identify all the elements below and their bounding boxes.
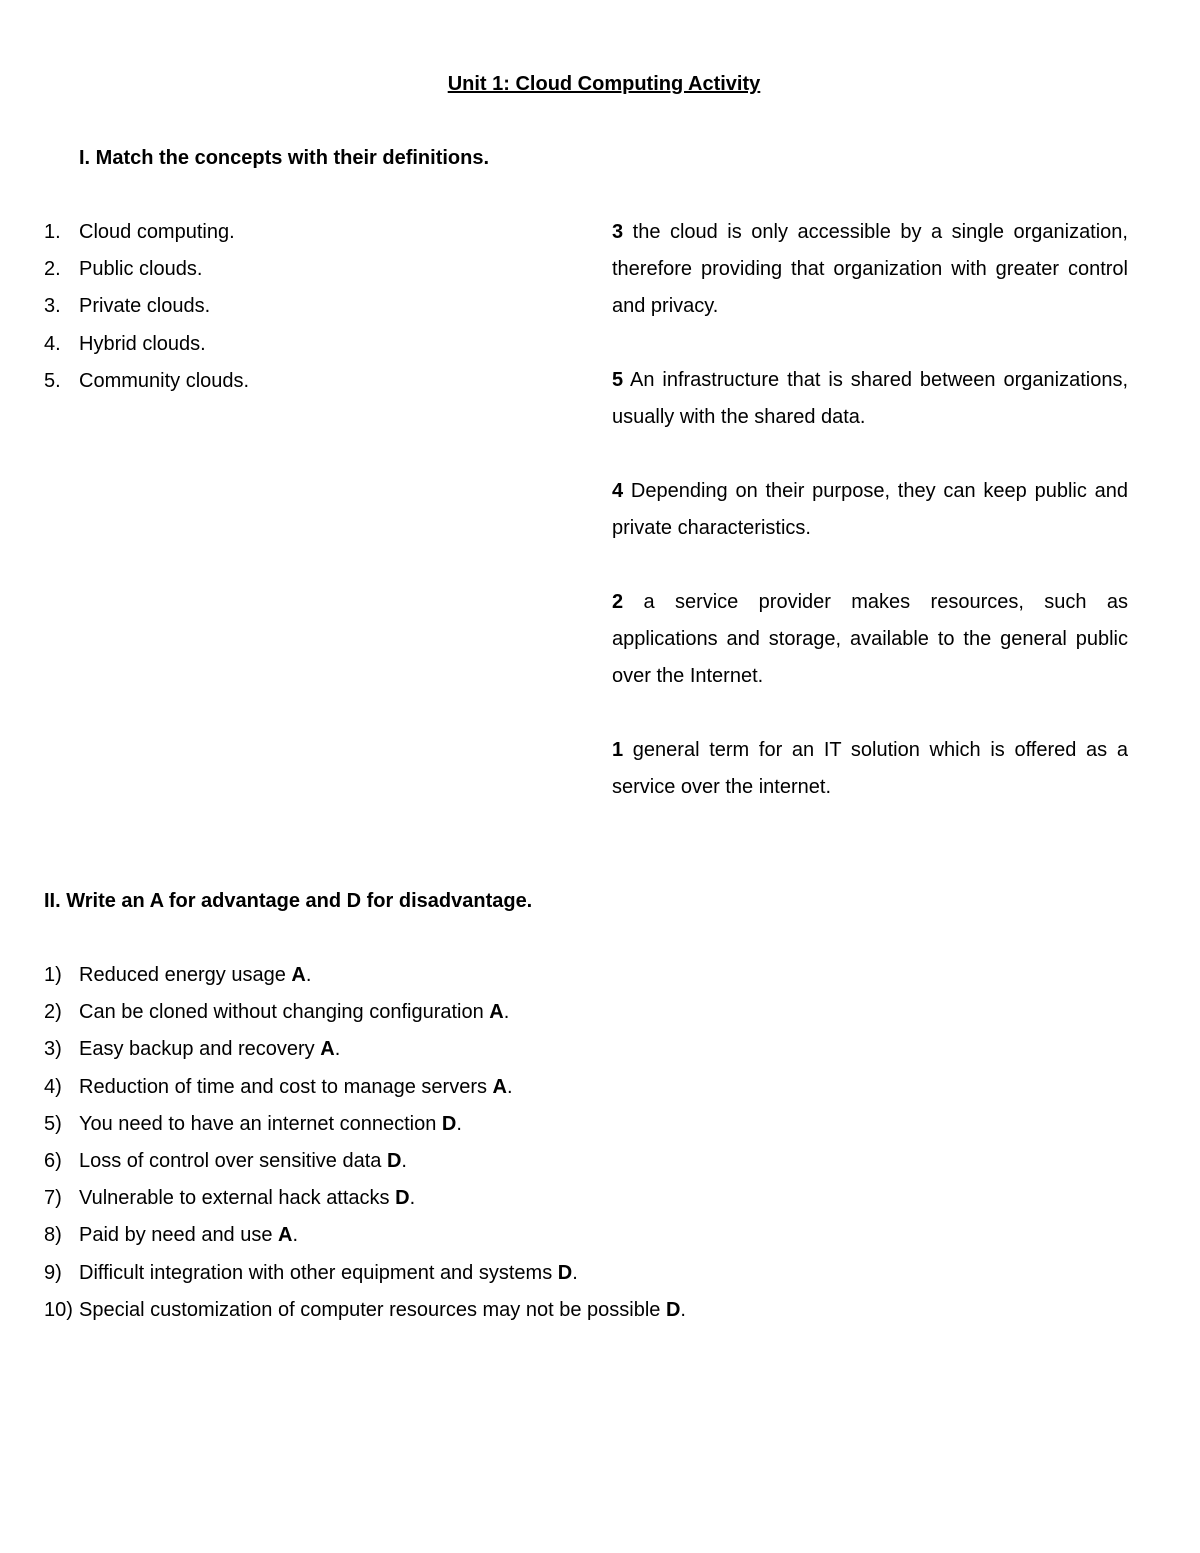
page-title: Unit 1: Cloud Computing Activity (447, 73, 761, 95)
definition-item (612, 362, 1128, 436)
list-item (44, 1217, 1144, 1254)
definition-item (612, 214, 1128, 325)
concept-number: 4. (44, 332, 61, 355)
definition-answer: 2 (612, 591, 624, 613)
concept-text: Cloud computing. (79, 221, 235, 243)
concept-item (44, 251, 544, 288)
item-answer: A (489, 1001, 504, 1024)
item-period: . (292, 1224, 299, 1247)
item-period: . (409, 1187, 416, 1210)
item-text: You need to have an internet connection (79, 1112, 442, 1135)
concept-number: 3. (44, 295, 61, 318)
definition-item (612, 584, 1128, 695)
definition-answer: 5 (612, 369, 624, 391)
item-number: 2) (44, 1001, 62, 1024)
list-item (44, 994, 1144, 1031)
list-item (44, 1069, 1144, 1106)
concept-item (44, 326, 544, 363)
item-period: . (456, 1112, 462, 1135)
advantage-disadvantage-list (44, 957, 1144, 1329)
concept-text: Community clouds. (79, 369, 250, 392)
item-number: 6) (44, 1149, 62, 1172)
section-heading-advantages: II. Write an A for advantage and D for disadvantage. (44, 890, 533, 912)
concepts-list (44, 214, 544, 400)
item-text: Special customization of computer resources may not be possible (79, 1298, 666, 1321)
list-item (44, 1106, 1144, 1143)
item-text: Can be cloned without changing configuration (79, 1001, 490, 1024)
item-number: 4) (44, 1075, 62, 1098)
list-item (44, 1143, 1144, 1180)
list-item (44, 1180, 1144, 1217)
item-answer: D (386, 1149, 402, 1172)
concept-number: 2. (44, 258, 61, 281)
concept-text: Hybrid clouds. (79, 332, 206, 355)
definition-answer: 1 (612, 739, 624, 761)
item-text: Loss of control over sensitive data (79, 1149, 387, 1172)
item-answer: D (441, 1112, 457, 1135)
definition-item (612, 473, 1128, 547)
item-period: . (680, 1298, 686, 1321)
concept-item (44, 214, 544, 251)
definition-answer: 3 (612, 221, 624, 243)
definitions-column (612, 214, 1128, 843)
item-period: . (305, 964, 312, 986)
list-item (44, 957, 1144, 994)
item-number: 10) (44, 1298, 73, 1321)
item-period: . (334, 1038, 341, 1061)
list-item (44, 1292, 1144, 1329)
concept-number: 5. (44, 369, 61, 392)
item-number: 8) (44, 1224, 62, 1247)
item-text: Difficult integration with other equipment and systems (79, 1261, 558, 1284)
section-heading-matching: I. Match the concepts with their definitions. (79, 147, 490, 169)
item-answer: A (278, 1224, 293, 1247)
concept-number: 1. (44, 221, 61, 243)
concept-item (44, 363, 544, 400)
definition-text: a service provider makes resources, such as applications and storage, available to the general public over the Internet. (612, 591, 1128, 687)
item-number: 7) (44, 1187, 62, 1210)
item-period: . (572, 1261, 578, 1284)
item-text: Reduction of time and cost to manage servers (79, 1075, 493, 1098)
item-number: 1) (44, 964, 62, 986)
item-number: 5) (44, 1112, 62, 1135)
definition-answer: 4 (612, 480, 624, 502)
concept-text: Public clouds. (79, 258, 203, 281)
item-answer: D (395, 1187, 410, 1210)
item-text: Paid by need and use (79, 1224, 279, 1247)
item-period: . (503, 1001, 510, 1024)
concept-item (44, 288, 544, 325)
definition-text: general term for an IT solution which is offered as a service over the internet. (612, 739, 1128, 798)
item-answer: A (291, 964, 306, 986)
item-text: Reduced energy usage (79, 964, 292, 986)
list-item (44, 1255, 1144, 1292)
definition-item (612, 732, 1128, 806)
concept-text: Private clouds. (79, 295, 211, 318)
item-answer: D (665, 1298, 681, 1321)
item-number: 3) (44, 1038, 62, 1061)
item-text: Vulnerable to external hack attacks (79, 1187, 396, 1210)
item-answer: A (320, 1038, 335, 1061)
definition-text: Depending on their purpose, they can keep public and private characteristics. (612, 480, 1128, 539)
list-item (44, 1031, 1144, 1068)
definition-text: the cloud is only accessible by a single organization, therefore providing that organization with greater control and privacy. (612, 221, 1128, 317)
item-period: . (507, 1075, 513, 1098)
item-answer: D (557, 1261, 573, 1284)
definition-text: An infrastructure that is shared between organizations, usually with the shared data. (612, 369, 1128, 428)
item-answer: A (492, 1075, 507, 1098)
item-text: Easy backup and recovery (79, 1038, 321, 1061)
item-number: 9) (44, 1261, 62, 1284)
item-period: . (401, 1149, 407, 1172)
